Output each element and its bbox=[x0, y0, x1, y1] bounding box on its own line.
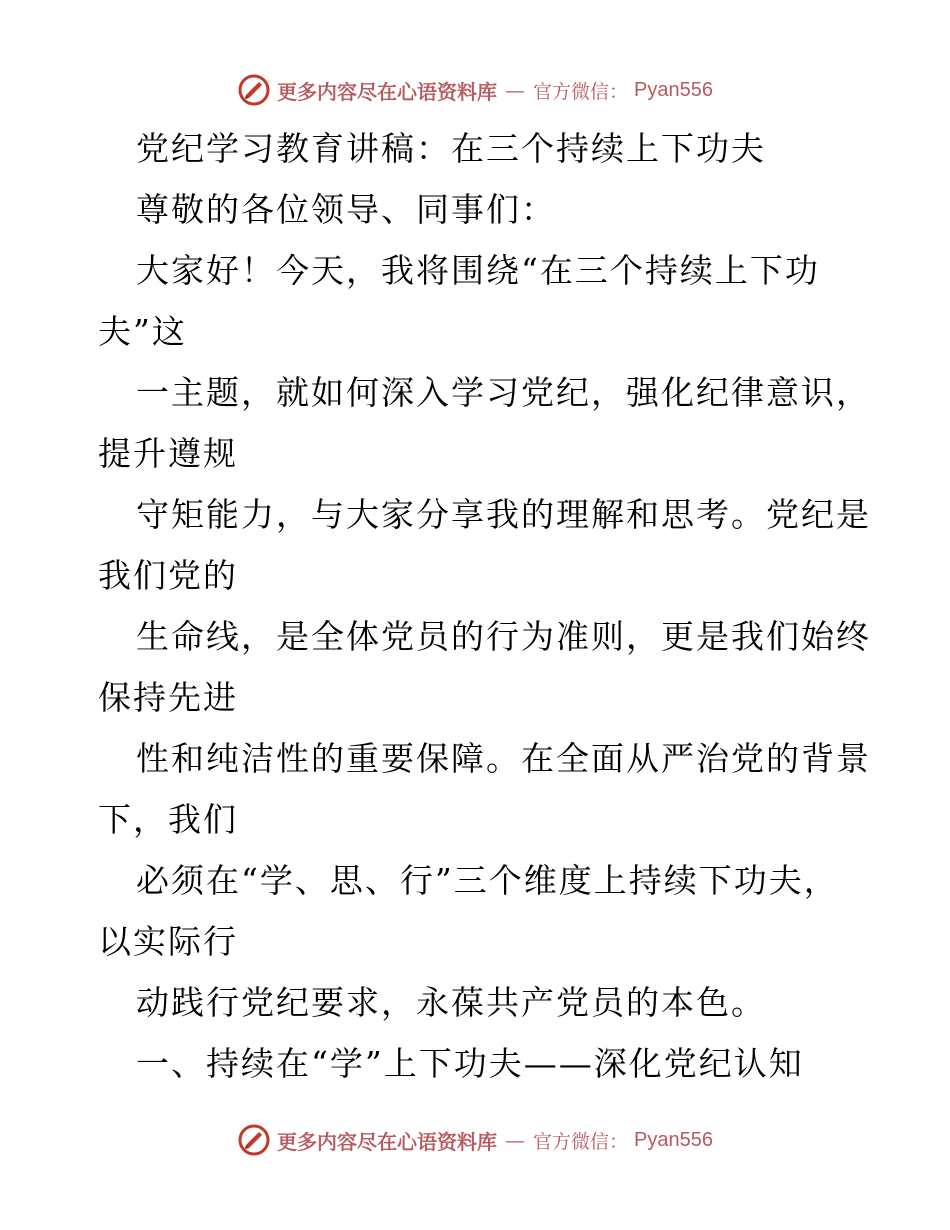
doc-title: 党纪学习教育讲稿：在三个持续上下功夫 bbox=[136, 129, 766, 168]
doc-line: 下，我们 bbox=[98, 800, 238, 839]
header-wechat-id: Pyan556 bbox=[634, 78, 713, 101]
doc-line: 提升遵规 bbox=[98, 434, 238, 473]
doc-line: 夫”这 bbox=[98, 312, 187, 351]
doc-line: 以实际行 bbox=[98, 922, 238, 961]
doc-line: 大家好！今天，我将围绕“在三个持续上下功 bbox=[136, 251, 820, 290]
header-banner bbox=[0, 70, 950, 110]
doc-line: 我们党的 bbox=[98, 556, 238, 595]
doc-line: 动践行党纪要求，永葆共产党员的本色。 bbox=[136, 983, 766, 1022]
doc-line: 保持先进 bbox=[98, 678, 238, 717]
logo-icon bbox=[237, 1123, 271, 1157]
section-heading: 一、持续在“学”上下功夫——深化党纪认知 bbox=[136, 1044, 804, 1083]
footer-wechat-label: 官方微信： bbox=[533, 1130, 629, 1153]
document-body bbox=[98, 118, 871, 1094]
doc-greeting: 尊敬的各位领导、同事们： bbox=[136, 190, 556, 229]
doc-line: 必须在“学、思、行”三个维度上持续下功夫， bbox=[136, 861, 839, 900]
doc-line: 守矩能力，与大家分享我的理解和思考。党纪是 bbox=[136, 495, 871, 534]
footer-site-name: 更多内容尽在心语资料库 bbox=[277, 1129, 497, 1154]
footer-dash: — bbox=[505, 1128, 525, 1152]
logo-icon bbox=[237, 73, 271, 107]
header-dash: — bbox=[505, 78, 525, 102]
doc-line: 生命线，是全体党员的行为准则，更是我们始终 bbox=[136, 617, 871, 656]
header-wechat-label: 官方微信： bbox=[533, 80, 629, 103]
doc-line: 性和纯洁性的重要保障。在全面从严治党的背景 bbox=[136, 739, 871, 778]
footer-wechat-id: Pyan556 bbox=[634, 1128, 713, 1151]
doc-line: 一主题，就如何深入学习党纪，强化纪律意识， bbox=[136, 373, 871, 412]
footer-banner bbox=[0, 1120, 950, 1160]
header-site-name: 更多内容尽在心语资料库 bbox=[277, 79, 497, 104]
